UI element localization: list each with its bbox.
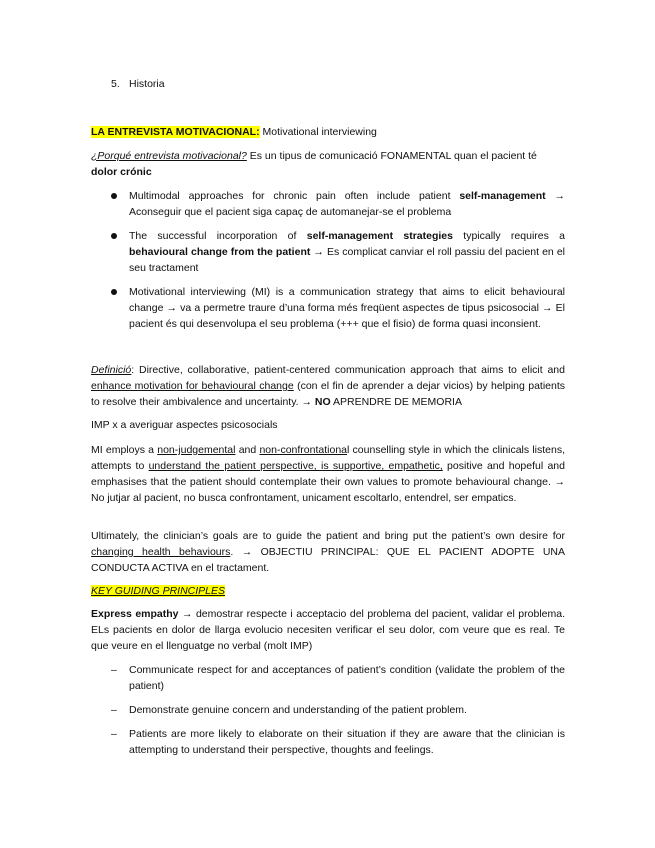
dash-3-text: Patients are more likely to elaborate on their situation if they are aware that the clinician is attempting to understand their perspective, thoughts and feelings. <box>129 728 565 756</box>
dash-1-text: Communicate respect for and acceptances of patient’s condition (validate the problem of the patient) <box>129 664 565 692</box>
why-question: ¿Porqué entrevista motivacional? <box>91 150 247 162</box>
bullet-item-1 <box>111 188 565 220</box>
dash-item-1 <box>111 662 565 694</box>
dash-marker: – <box>111 704 117 716</box>
mi-underline-2: non-confrontationa <box>259 444 348 456</box>
definition-label: Definició <box>91 364 132 376</box>
bullet-2-text-c: typically requires a <box>453 230 565 242</box>
why-paragraph <box>91 148 565 180</box>
bullet-3-text: Motivational interviewing (MI) is a communication strategy that aims to elicit behavioural change → va a permetre traure d’una forma més freqüent aspectes de tipus psicosocial → El pacient és qui desenvolupa el seu problema (+++ que el fisio) de forma quasi inconsient. <box>129 286 565 330</box>
ultimately-text-a: Ultimately, the clinician’s goals are to guide the patient and bring put the patient’s own desire for <box>91 530 565 542</box>
why-text: Es un tipus de comunicació FONAMENTAL quan el pacient té <box>246 150 537 162</box>
bullet-dot-icon <box>111 233 117 239</box>
heading-highlight: LA ENTREVISTA MOTIVACIONAL: <box>91 126 260 138</box>
ultimately-underline: changing health behaviours <box>91 546 231 558</box>
key-principles-heading <box>91 583 565 599</box>
mi-underline-3: understand the patient perspective, is supportive, empathetic, <box>148 460 443 472</box>
bullet-1-text-c: → Aconseguir que el pacient siga capaç de automanejar-se el problema <box>129 190 565 218</box>
express-empathy-text: → demostrar respecte i acceptacio del problema del pacient, validar el problema. ELs pacients en dolor de llarga evolucio necesiten verificar el seu dolor, com veure que es real. Te que veure en el llenguatge no verbal (molt IMP) <box>91 608 565 652</box>
section-heading <box>91 124 565 140</box>
item-text: Historia <box>129 78 165 90</box>
bullet-2-bold-2: behavioural change from the patient <box>129 246 311 258</box>
definition-paragraph <box>91 362 565 410</box>
bullet-item-2 <box>111 228 565 276</box>
mi-paragraph <box>91 442 565 506</box>
bullet-2-text-e: → Es complicat canviar el roll passiu del pacient en el seu tractament <box>129 246 565 274</box>
bullet-item-3 <box>111 284 565 332</box>
mi-text-a: MI employs a <box>91 444 158 456</box>
definition-text-c: APRENDRE DE MEMORIA <box>330 396 462 408</box>
dash-2-text: Demonstrate genuine concern and understanding of the patient problem. <box>129 704 467 716</box>
bullet-2-text-a: The successful incorporation of <box>129 230 307 242</box>
dash-item-3 <box>111 726 565 758</box>
bullet-1-text-a: Multimodal approaches for chronic pain often include patient <box>129 190 460 202</box>
why-bold: dolor crónic <box>91 166 152 178</box>
bullet-list <box>111 188 565 332</box>
mi-text-d: positive and hopeful and emphasises that the patient should contemplate their own values to promote behavioural change. → No jutjar al pacient, no busca confrontament, unicament escoltarlo, entendrel, ser empatics. <box>91 460 565 504</box>
numbered-item <box>111 76 165 92</box>
express-empathy-paragraph <box>91 606 565 654</box>
definition-bold: NO <box>314 396 331 408</box>
bullet-1-bold: self-management <box>459 190 546 202</box>
mi-text-c: l counselling style in which the clinicals listens, attempts to <box>91 444 566 472</box>
definition-underline: enhance motivation for behavioural change <box>91 380 294 392</box>
dash-item-2 <box>111 702 565 718</box>
dash-list <box>111 662 565 758</box>
ultimately-text-b: . → OBJECTIU PRINCIPAL: QUE EL PACIENT ADOPTE UNA CONDUCTA ACTIVA en el tractament. <box>91 546 565 574</box>
definition-text-b: (con el fin de aprender a dejar vicios) by helping patients to resolve their ambivalence and uncertainty. → <box>91 380 565 408</box>
bullet-2-bold-1: self-management strategies <box>306 230 453 242</box>
express-empathy-bold: Express empathy <box>91 608 179 620</box>
item-number: 5. <box>111 78 120 90</box>
bullet-dot-icon <box>111 193 117 199</box>
ultimately-paragraph <box>91 528 565 576</box>
bullet-dot-icon <box>111 289 117 295</box>
mi-underline-1: non-judgemental <box>157 444 236 456</box>
dash-marker: – <box>111 664 117 676</box>
key-principles-text: KEY GUIDING PRINCIPLES <box>91 585 226 597</box>
imp-line: IMP x a averiguar aspectes psicosocials <box>91 419 278 431</box>
definition-text-a: : Directive, collaborative, patient-centered communication approach that aims to elicit and <box>131 364 565 376</box>
mi-text-b: and <box>235 444 260 456</box>
dash-marker: – <box>111 728 117 740</box>
heading-rest: Motivational interviewing <box>259 126 377 138</box>
